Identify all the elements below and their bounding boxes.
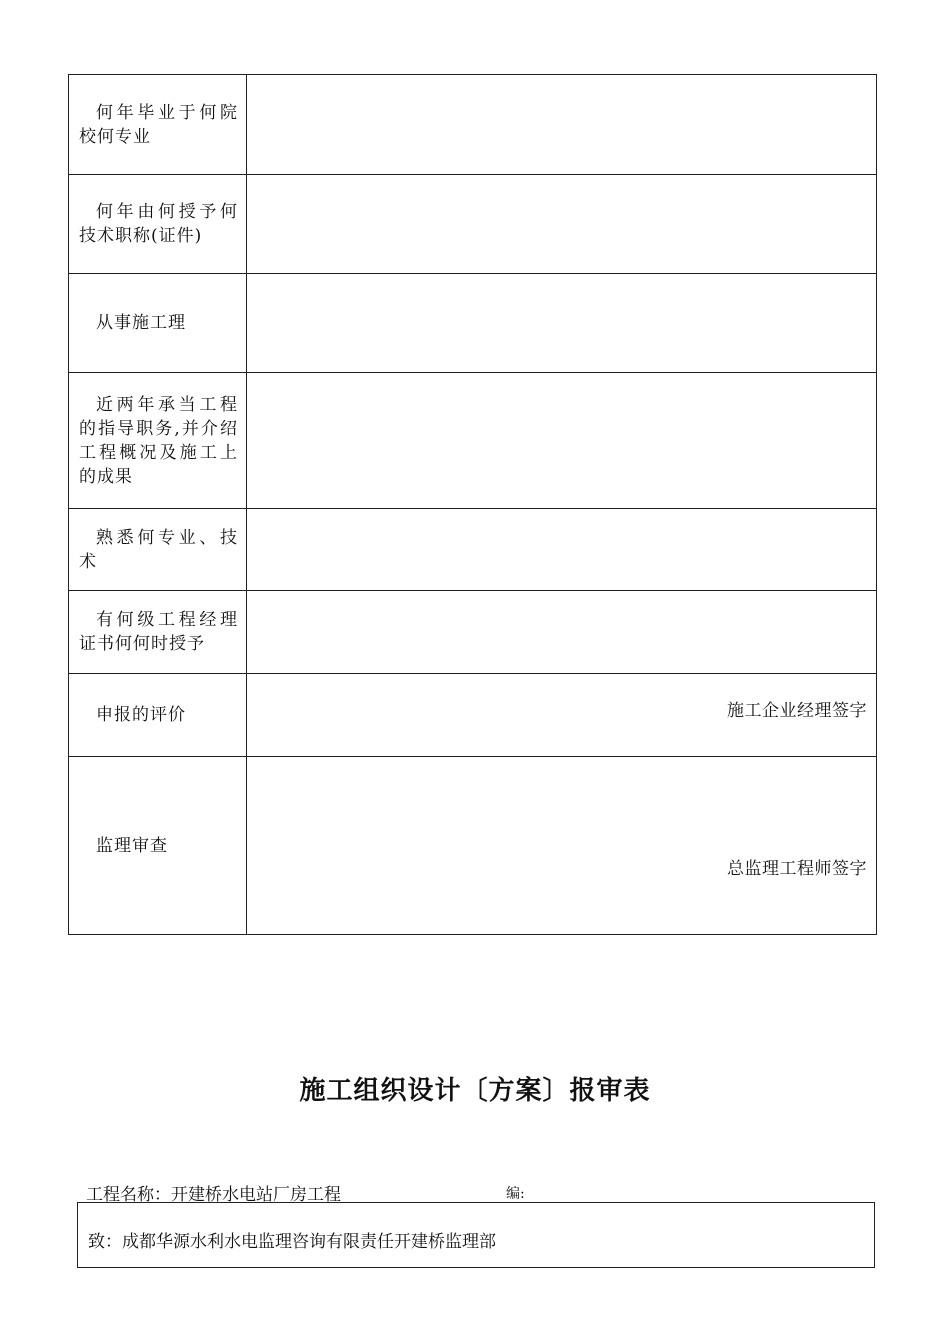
row-label-expertise: 熟悉何专业、技术 <box>69 509 247 591</box>
row-value-supervision-review[interactable] <box>247 757 877 935</box>
row-label-supervision-review: 监理审查 <box>69 757 247 935</box>
table-row <box>69 75 877 175</box>
table-row <box>69 175 877 274</box>
addressee-text: 致：成都华源水利水电监理咨询有限责任开建桥监理部 <box>88 1232 496 1252</box>
row-value-recent-projects[interactable] <box>247 373 877 509</box>
row-value-certificate[interactable] <box>247 591 877 674</box>
table-row <box>69 757 877 935</box>
table-row <box>69 373 877 509</box>
row-label-evaluation: 申报的评价 <box>69 674 247 757</box>
row-label-experience: 从事施工理 <box>69 274 247 373</box>
row-value-expertise[interactable] <box>247 509 877 591</box>
addressee-box <box>77 1202 875 1268</box>
row-label-title: 何年由何授予何技术职称(证件) <box>69 175 247 274</box>
manager-signature-label: 施工企业经理签字 <box>727 701 867 721</box>
row-label-recent-projects: 近两年承当工程的指导职务,并介绍工程概况及施工上的成果 <box>69 373 247 509</box>
row-value-experience[interactable] <box>247 274 877 373</box>
table-row <box>69 509 877 591</box>
row-label-certificate: 有何级工程经理证书何何时授予 <box>69 591 247 674</box>
row-value-title[interactable] <box>247 175 877 274</box>
table-row <box>69 674 877 757</box>
document-code-label: 编: <box>506 1186 525 1202</box>
chief-supervisor-signature-label: 总监理工程师签字 <box>727 859 867 879</box>
row-label-graduation: 何年毕业于何院校何专业 <box>69 75 247 175</box>
table-row <box>69 591 877 674</box>
table-row <box>69 274 877 373</box>
page-title: 施工组织设计〔方案〕报审表 <box>299 1076 651 1106</box>
row-value-evaluation[interactable] <box>247 674 877 757</box>
personnel-qualification-table <box>68 74 877 935</box>
project-name: 工程名称：开建桥水电站厂房工程 <box>86 1185 341 1205</box>
row-value-graduation[interactable] <box>247 75 877 175</box>
